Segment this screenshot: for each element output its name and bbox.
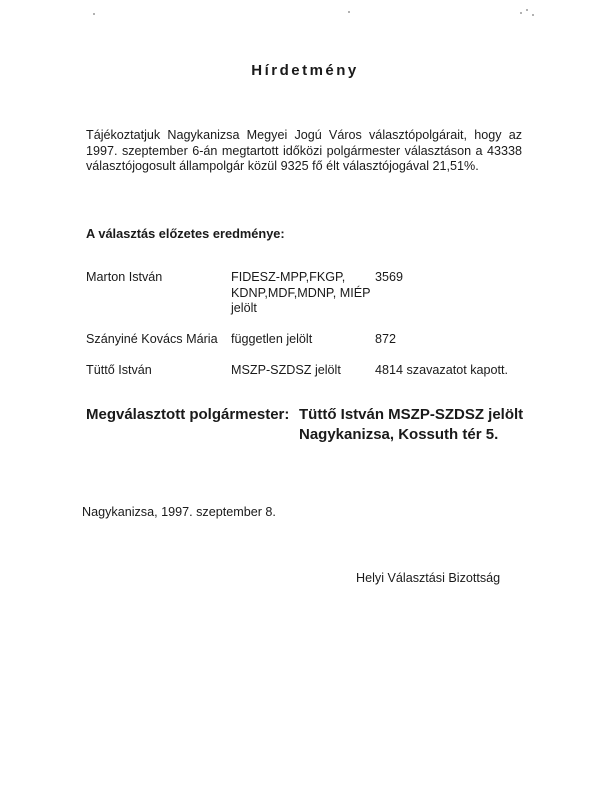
scan-speck [526, 9, 528, 11]
candidate-name: Tüttő István [86, 363, 152, 377]
scan-speck [93, 13, 95, 15]
elected-details [299, 405, 529, 444]
scan-speck [348, 11, 350, 13]
candidate-party: MSZP-SZDSZ jelölt [231, 363, 341, 377]
candidate-name: Szányiné Kovács Mária [86, 332, 218, 346]
candidate-party: független jelölt [231, 332, 313, 346]
place-date: Nagykanizsa, 1997. szeptember 8. [82, 505, 276, 519]
candidate-party: FIDESZ-MPP,FKGP, KDNP,MDF,MDNP, MIÉP jelölt [231, 270, 371, 316]
candidate-name: Marton István [86, 270, 163, 284]
signer: Helyi Választási Bizottság [356, 571, 501, 585]
candidate-votes: 3569 [375, 270, 404, 284]
intro-paragraph: Tájékoztatjuk Nagykanizsa Megyei Jogú Város választópolgárait, hogy az 1997. szeptember 6-án megtartott időközi polgármester választáson a 43338 választójogosult állampolgár közül 9325 fő élt választójogával 21,51%. [86, 128, 522, 174]
scan-speck [532, 14, 534, 16]
elected-label: Megválasztott polgármester: [86, 406, 290, 423]
elected-address: Nagykanizsa, Kossuth tér 5. [299, 425, 499, 443]
scan-speck [520, 12, 522, 14]
results-heading: A választás előzetes eredménye: [86, 226, 285, 241]
elected-name: Tüttő István MSZP-SZDSZ jelölt [299, 406, 524, 423]
document-title: Hírdetmény [251, 62, 359, 79]
candidate-votes: 872 [375, 332, 397, 346]
candidate-votes: 4814 szavazatot kapott. [375, 363, 509, 377]
